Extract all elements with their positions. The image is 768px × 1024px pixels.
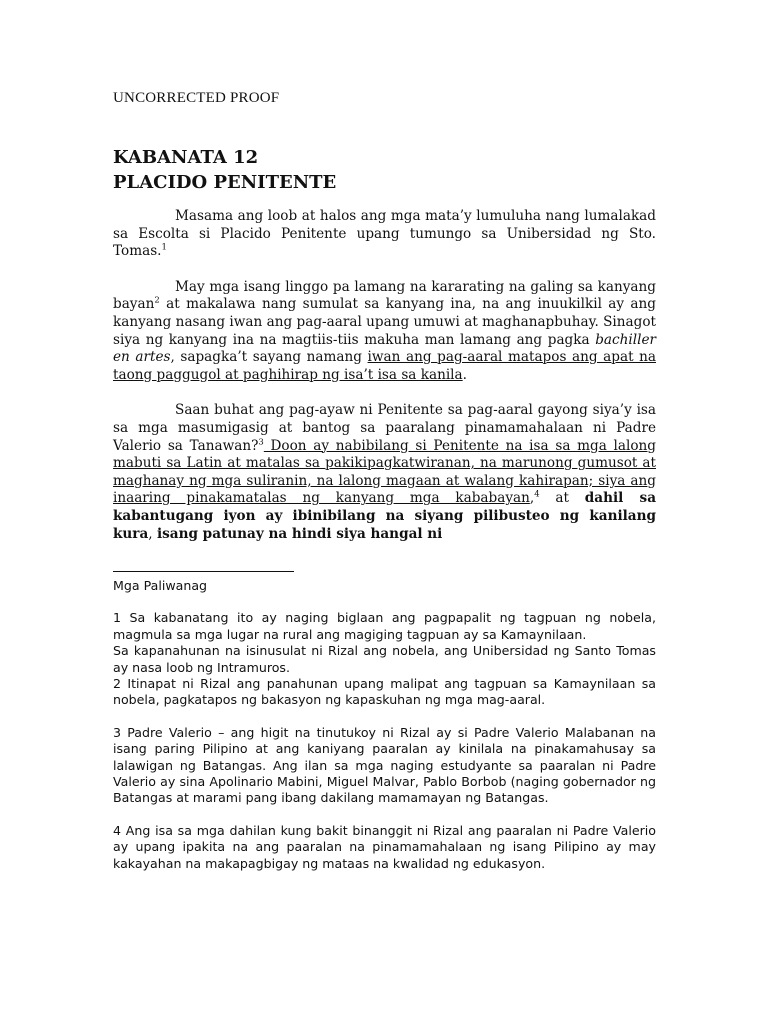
footnotes-section: [113, 578, 656, 872]
footnote-ref-4: 4: [534, 489, 540, 500]
paragraph-3-text-a: Saan buhat ang pag-ayaw ni Penitente sa pag-aaral gayong siya’y isa sa mga masumigasig at bantog sa paaralang pinamamahalaan ni Padre Valerio sa Tanawan?: [113, 402, 656, 454]
chapter-number: KABANATA 12: [113, 147, 259, 168]
paragraph-3-text-b: at: [539, 490, 585, 507]
paragraph-2-end: .: [462, 366, 467, 383]
underlined-passage-2: Doon ay nabibilang si Penitente na isa sa mga lalong mabuti sa Latin at matalas sa pakikipagkatwiranan, na marunong gumusot at maghanay ng mga suliranin, na lalong magaan at walang kahirapan; siya ang inaaring pinakamatalas ng kanyang mga kababayan: [113, 437, 657, 507]
underlined-passage-1: iwan ang pag-aaral matapos ang apat na taong paggugol at paghihirap ng isa’t isa sa kanila: [113, 349, 657, 383]
paragraph-2-text-c: , sapagka’t sayang namang: [170, 349, 368, 366]
paragraph-3-comma: ,: [529, 490, 535, 507]
chapter-heading: [113, 145, 336, 195]
chapter-body: [113, 208, 656, 543]
paragraph-3-text-c: ,: [148, 525, 157, 542]
bold-passage-1: dahil sa kabantugang iyon ay ibinibilang na siyang pilibusteo ng kanilang kura: [113, 490, 656, 542]
footnote-3: 3 Padre Valerio – ang higit na tinutukoy ni Rizal ay si Padre Valerio Malabanan na isang paring Pilipino at ang kaniyang paaralan ay kinilala na pinakamahusay sa lalawigan ng Batangas. Ang ilan sa mga naging estudyante sa paaralan ni Padre Valerio ay sina Apolinario Mabini, Miguel Malvar, Pablo Borbob (naging gobernador ng Batangas at marami pang ibang dakilang mamamayan ng Batangas.: [113, 724, 656, 806]
footnotes-heading: Mga Paliwanag: [113, 578, 208, 593]
footnote-ref-1: 1: [161, 242, 167, 253]
paragraph-2-text-b: at makalawa nang sumulat sa kanyang ina, na ang inuukilkil ay ang kanyang nasang iwan ang pag-aaral upang umuwi at maghanapbuhay. Sinagot siya ng kanyang ina na magtiis-tiis makuha man lamang ang pagka: [113, 296, 656, 348]
paragraph-2: [113, 279, 656, 385]
footnote-divider: [113, 571, 294, 572]
paragraph-1-text: Masama ang loob at halos ang mga mata’y lumuluha nang lumalakad sa Escolta si Placido Penitente upang tumungo sa Unibersidad ng Sto. Tomas.: [113, 208, 656, 260]
paragraph-2-text-a: May mga isang linggo pa lamang na kararating na galing sa kanyang bayan: [113, 278, 656, 313]
bold-passage-2: isang patunay na hindi siya hangal ni: [156, 525, 443, 542]
proof-label: UNCORRECTED PROOF: [113, 90, 280, 106]
footnote-ref-2: 2: [154, 295, 160, 306]
footnote-ref-3: 3: [258, 437, 264, 447]
footnote-4: 4 Ang isa sa mga dahilan kung bakit binanggit ni Rizal ang paaralan ni Padre Valerio ay upang ipakita na ang paaralan na pinamamahalaan ng isang Pilipino ay may kakayahan na makapagbigay ng mataas na kwalidad ng edukasyon.: [113, 822, 656, 871]
footnote-2: 2 Itinapat ni Rizal ang panahunan upang malipat ang tagpuan sa Kamaynilaan sa nobela, pagkatapos ng bakasyon ng kapaskuhan ng mga mag-aaral.: [113, 676, 656, 708]
footnote-1b: Sa kapanahunan na isinusulat ni Rizal ang nobela, ang Unibersidad ng Santo Tomas ay nasa loob ng Intramuros.: [113, 643, 656, 675]
footnote-1a: 1 Sa kabanatang ito ay naging biglaan ang pagpapalit ng tagpuan ng nobela, magmula sa mga lugar na rural ang magiging tagpuan ay sa Kamaynilaan.: [113, 610, 656, 642]
paragraph-3: [113, 402, 656, 543]
paragraph-1: [113, 208, 656, 261]
chapter-title: PLACIDO PENITENTE: [113, 172, 337, 193]
italic-term: bachiller en artes: [113, 331, 656, 366]
